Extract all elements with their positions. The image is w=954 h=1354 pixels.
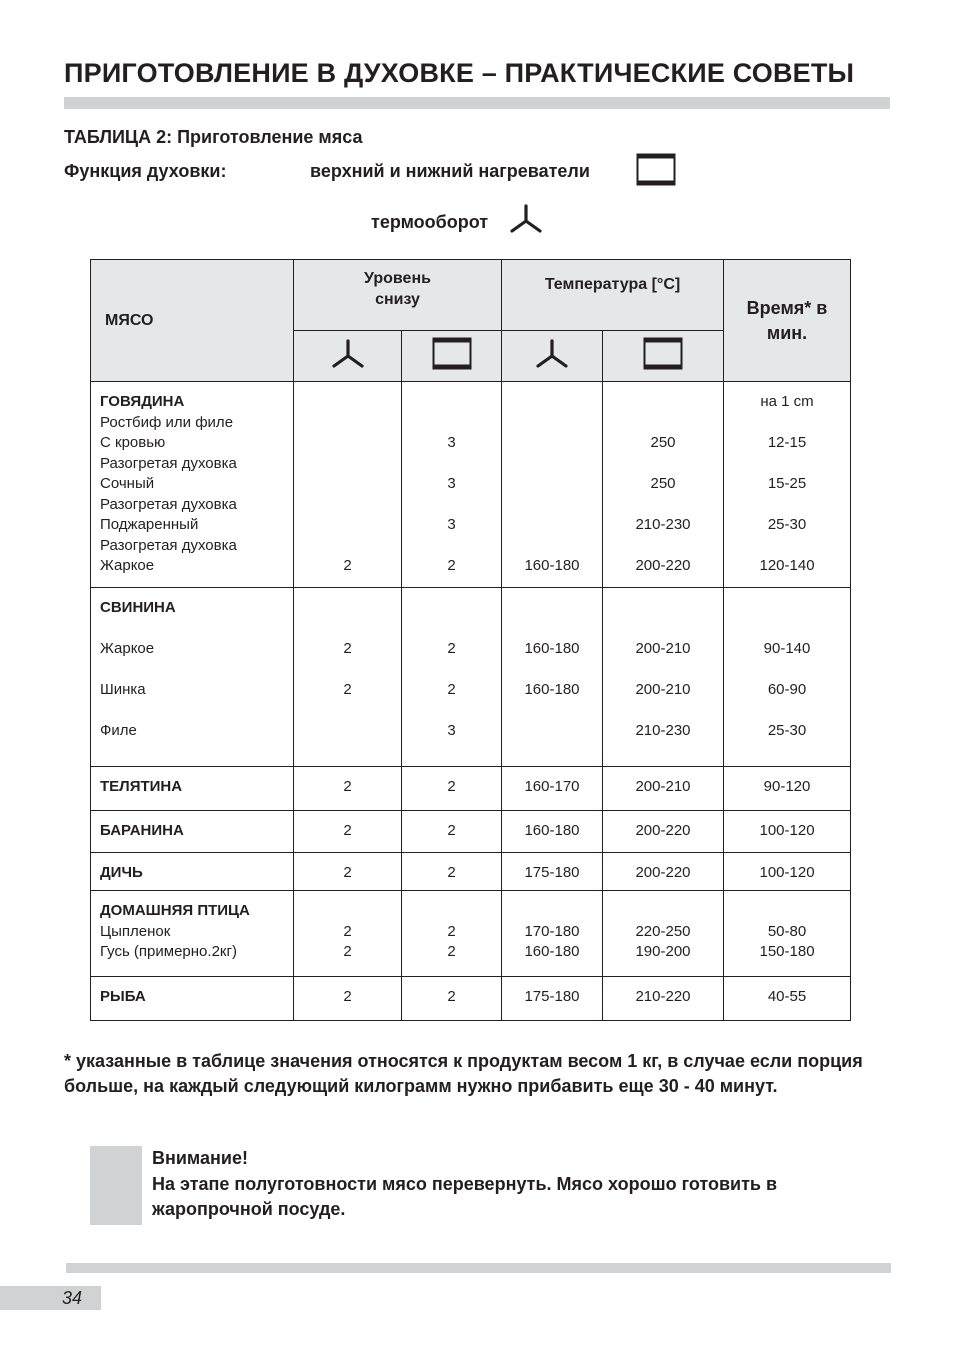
note-text: На этапе полуготовности мясо перевернуть. Мясо хорошо готовить в жаропрочной посуде. xyxy=(152,1174,778,1219)
header-level-fan xyxy=(294,331,402,382)
meat-category: ДОМАШНЯЯ ПТИЦА xyxy=(100,902,250,919)
cell-value xyxy=(402,413,501,434)
meat-category: СВИНИНА xyxy=(100,599,176,616)
level-fan-cell xyxy=(294,382,402,588)
note-title: Внимание! xyxy=(152,1148,248,1168)
level-fan-cell xyxy=(294,767,402,811)
meat-item xyxy=(91,701,293,722)
cell-value: 160-180 xyxy=(524,822,580,839)
cell-value: 2 xyxy=(447,864,456,881)
cell-value: 2 xyxy=(343,778,352,795)
temp-fan-cell xyxy=(502,811,603,853)
cell-value: 2 xyxy=(447,681,456,698)
cell-value xyxy=(294,742,401,763)
cell-value xyxy=(294,413,401,434)
cell-value xyxy=(603,701,723,722)
cell-value: 200-210 xyxy=(635,778,691,795)
cell-value: 50-80 xyxy=(767,922,807,940)
cell-value xyxy=(502,454,602,475)
header-time-text: Время* в мин. xyxy=(746,297,828,343)
cell-value xyxy=(294,598,401,619)
time-cell xyxy=(724,853,851,891)
table-row xyxy=(91,382,851,588)
cell-value: 250 xyxy=(650,475,676,492)
level-fan-cell xyxy=(294,891,402,977)
meat-item: Филе xyxy=(100,722,137,739)
cell-value: 2 xyxy=(343,864,352,881)
meat-category: ДИЧЬ xyxy=(100,864,143,881)
header-level xyxy=(294,260,502,331)
level-conventional-cell xyxy=(402,588,502,767)
cell-value xyxy=(603,413,723,434)
footer-bar xyxy=(66,1263,891,1273)
temp-fan-cell xyxy=(502,382,603,588)
cell-value xyxy=(603,495,723,516)
cell-value xyxy=(502,474,602,495)
cell-value xyxy=(603,901,723,922)
table-body xyxy=(91,382,851,1021)
cell-value: 160-180 xyxy=(524,681,580,698)
table-row xyxy=(91,977,851,1021)
cell-value xyxy=(402,536,501,557)
cell-value: 2 xyxy=(343,822,352,839)
fan-icon xyxy=(535,339,569,369)
cell-value xyxy=(724,536,850,557)
cell-value: 3 xyxy=(447,722,456,739)
cell-value xyxy=(603,660,723,681)
fan-icon xyxy=(331,339,365,369)
header-temperature: Температура [°C] xyxy=(502,260,724,331)
cell-value: 150-180 xyxy=(759,943,815,960)
level-conventional-cell xyxy=(402,382,502,588)
cell-value: 2 xyxy=(447,922,456,940)
cell-value xyxy=(402,660,501,681)
cell-value: 2 xyxy=(343,640,352,657)
meat-item xyxy=(91,619,293,640)
cell-value: 2 xyxy=(343,943,352,960)
meat-table xyxy=(90,259,851,1021)
note-marker-box xyxy=(90,1146,142,1225)
meat-name-cell xyxy=(91,891,294,977)
cell-value: 2 xyxy=(447,822,456,839)
cell-value xyxy=(294,495,401,516)
cell-value xyxy=(502,619,602,640)
cell-value: 2 xyxy=(447,557,456,574)
table-row xyxy=(91,853,851,891)
meat-name-cell xyxy=(91,382,294,588)
cell-value xyxy=(502,742,602,763)
cell-value: 200-220 xyxy=(635,557,691,574)
cell-value xyxy=(603,454,723,475)
cell-value: 2 xyxy=(343,922,352,940)
cell-value xyxy=(724,454,850,475)
meat-item: Сочный xyxy=(100,475,155,492)
cell-value xyxy=(603,392,723,413)
cell-value: 90-140 xyxy=(763,640,811,657)
temp-fan-cell xyxy=(502,767,603,811)
cell-value xyxy=(724,619,850,640)
level-conventional-cell xyxy=(402,811,502,853)
cell-value: 12-15 xyxy=(767,434,807,451)
meat-item: Ростбиф или филе xyxy=(100,413,234,431)
temp-conventional-cell xyxy=(603,977,724,1021)
top-bottom-heater-icon xyxy=(432,337,472,370)
table-row xyxy=(91,811,851,853)
page-number: 34 xyxy=(62,1288,83,1308)
page-title: ПРИГОТОВЛЕНИЕ В ДУХОВКЕ – ПРАКТИЧЕСКИЕ СОВЕТЫ xyxy=(64,58,855,88)
level-fan-cell xyxy=(294,588,402,767)
cell-value: 200-210 xyxy=(635,681,691,698)
function-value: верхний и нижний нагреватели xyxy=(310,161,590,181)
footnote: * указанные в таблице значения относятся к продуктам весом 1 кг, в случае если порция больше, на каждый следующий килограмм нужно прибавить еще 30 - 40 минут. xyxy=(64,1051,863,1096)
cell-value xyxy=(502,701,602,722)
cell-value xyxy=(724,413,850,434)
cell-value: 2 xyxy=(447,778,456,795)
cell-value: 220-250 xyxy=(635,922,691,940)
cell-value: 25-30 xyxy=(767,516,807,533)
function-label: Функция духовки: xyxy=(64,161,227,181)
meat-name-cell xyxy=(91,811,294,853)
cell-value xyxy=(294,619,401,640)
header-temp-fan xyxy=(502,331,603,382)
cell-value: 210-230 xyxy=(635,516,691,533)
header-level-conventional xyxy=(402,331,502,382)
cell-value xyxy=(502,413,602,434)
cell-value: 200-220 xyxy=(635,864,691,881)
cell-value: 2 xyxy=(447,640,456,657)
cell-value: 160-180 xyxy=(524,640,580,657)
time-cell xyxy=(724,767,851,811)
cell-value xyxy=(502,901,602,922)
meat-item: Жаркое xyxy=(100,557,155,574)
cell-value xyxy=(603,598,723,619)
cell-value xyxy=(294,721,401,742)
level-conventional-cell xyxy=(402,977,502,1021)
cell-value: 160-180 xyxy=(524,943,580,960)
cell-value: на 1 cm xyxy=(760,393,814,410)
cell-value xyxy=(402,901,501,922)
meat-category: ТЕЛЯТИНА xyxy=(100,778,183,795)
meat-item: Разогретая духовка xyxy=(100,454,237,472)
cell-value: 3 xyxy=(447,475,456,492)
temp-conventional-cell xyxy=(603,588,724,767)
cell-value xyxy=(502,515,602,536)
cell-value xyxy=(294,515,401,536)
header-level-text: Уровень снизу xyxy=(364,270,431,308)
meat-name-cell xyxy=(91,853,294,891)
cell-value xyxy=(294,660,401,681)
cell-value xyxy=(502,392,602,413)
meat-item: Шинка xyxy=(100,681,146,698)
meat-item: Разогретая духовка xyxy=(100,495,237,513)
page-number-box xyxy=(0,1286,101,1310)
cell-value: 2 xyxy=(343,681,352,698)
meat-item: С кровью xyxy=(100,434,166,451)
cell-value: 120-140 xyxy=(759,557,815,574)
meat-item: Гусь (примерно.2кг) xyxy=(100,943,237,960)
cell-value xyxy=(724,598,850,619)
cell-value xyxy=(294,454,401,475)
header-meat: МЯСО xyxy=(91,260,294,382)
cell-value: 210-220 xyxy=(635,988,691,1005)
meat-category: ГОВЯДИНА xyxy=(100,393,185,410)
cell-value: 2 xyxy=(447,988,456,1005)
cell-value: 2 xyxy=(447,943,456,960)
fan-label: термооборот xyxy=(371,212,489,232)
cell-value xyxy=(502,598,602,619)
cell-value xyxy=(724,742,850,763)
level-conventional-cell xyxy=(402,853,502,891)
time-cell xyxy=(724,588,851,767)
cell-value: 200-210 xyxy=(635,640,691,657)
temp-conventional-cell xyxy=(603,891,724,977)
time-cell xyxy=(724,382,851,588)
cell-value xyxy=(603,536,723,557)
cell-value: 250 xyxy=(650,434,676,451)
header-time xyxy=(724,260,851,382)
cell-value: 90-120 xyxy=(763,778,811,795)
cell-value: 160-180 xyxy=(524,557,580,574)
cell-value: 60-90 xyxy=(767,681,807,698)
cell-value xyxy=(724,660,850,681)
level-fan-cell xyxy=(294,977,402,1021)
cell-value xyxy=(294,433,401,454)
meat-item: Жаркое xyxy=(100,640,155,657)
cell-value xyxy=(502,536,602,557)
top-bottom-heater-icon xyxy=(636,153,676,186)
cell-value: 175-180 xyxy=(524,864,580,881)
cell-value xyxy=(294,536,401,557)
top-bottom-heater-icon xyxy=(643,337,683,370)
table-row xyxy=(91,891,851,977)
level-fan-cell xyxy=(294,811,402,853)
cell-value: 160-170 xyxy=(524,778,580,795)
meat-item xyxy=(91,660,293,681)
cell-value xyxy=(402,619,501,640)
meat-name-cell xyxy=(91,767,294,811)
temp-fan-cell xyxy=(502,977,603,1021)
level-fan-cell xyxy=(294,853,402,891)
cell-value xyxy=(402,454,501,475)
time-cell xyxy=(724,891,851,977)
cell-value: 170-180 xyxy=(524,922,580,940)
cell-value: 100-120 xyxy=(759,864,815,881)
cell-value xyxy=(724,901,850,922)
cell-value xyxy=(502,660,602,681)
cell-value xyxy=(603,742,723,763)
temp-fan-cell xyxy=(502,588,603,767)
cell-value: 210-230 xyxy=(635,722,691,739)
cell-value xyxy=(402,742,501,763)
cell-value xyxy=(294,701,401,722)
header-temp-conventional xyxy=(603,331,724,382)
temp-conventional-cell xyxy=(603,767,724,811)
meat-item: Разогретая духовка xyxy=(100,536,237,554)
time-cell xyxy=(724,977,851,1021)
cell-value xyxy=(402,598,501,619)
title-underline-bar xyxy=(64,97,890,109)
level-conventional-cell xyxy=(402,891,502,977)
temp-conventional-cell xyxy=(603,382,724,588)
temp-conventional-cell xyxy=(603,853,724,891)
cell-value xyxy=(402,495,501,516)
cell-value: 190-200 xyxy=(635,943,691,960)
table-row xyxy=(91,588,851,767)
cell-value xyxy=(502,433,602,454)
temp-fan-cell xyxy=(502,891,603,977)
cell-value: 2 xyxy=(343,557,352,574)
temp-conventional-cell xyxy=(603,811,724,853)
cell-value: 3 xyxy=(447,434,456,451)
level-conventional-cell xyxy=(402,767,502,811)
cell-value: 40-55 xyxy=(767,988,807,1005)
cell-value xyxy=(294,474,401,495)
meat-category: БАРАНИНА xyxy=(100,822,184,839)
cell-value: 200-220 xyxy=(635,822,691,839)
table-caption: ТАБЛИЦА 2: Приготовление мяса xyxy=(64,127,363,147)
cell-value: 2 xyxy=(343,988,352,1005)
table-row xyxy=(91,767,851,811)
cell-value: 175-180 xyxy=(524,988,580,1005)
cell-value xyxy=(603,619,723,640)
temp-fan-cell xyxy=(502,853,603,891)
cell-value xyxy=(294,901,401,922)
cell-value: 25-30 xyxy=(767,722,807,739)
meat-category: РЫБА xyxy=(100,988,146,1005)
cell-value: 3 xyxy=(447,516,456,533)
meat-name-cell xyxy=(91,977,294,1021)
meat-item: Поджаренный xyxy=(100,516,199,533)
meat-item xyxy=(91,742,293,763)
meat-name-cell xyxy=(91,588,294,767)
cell-value: 15-25 xyxy=(767,475,807,492)
cell-value xyxy=(502,721,602,742)
cell-value xyxy=(402,701,501,722)
time-cell xyxy=(724,811,851,853)
cell-value xyxy=(294,392,401,413)
cell-value xyxy=(502,495,602,516)
cell-value xyxy=(402,392,501,413)
meat-item: Цыпленок xyxy=(100,922,171,940)
cell-value xyxy=(724,495,850,516)
fan-icon xyxy=(509,204,543,234)
cell-value xyxy=(724,701,850,722)
cell-value: 100-120 xyxy=(759,822,815,839)
